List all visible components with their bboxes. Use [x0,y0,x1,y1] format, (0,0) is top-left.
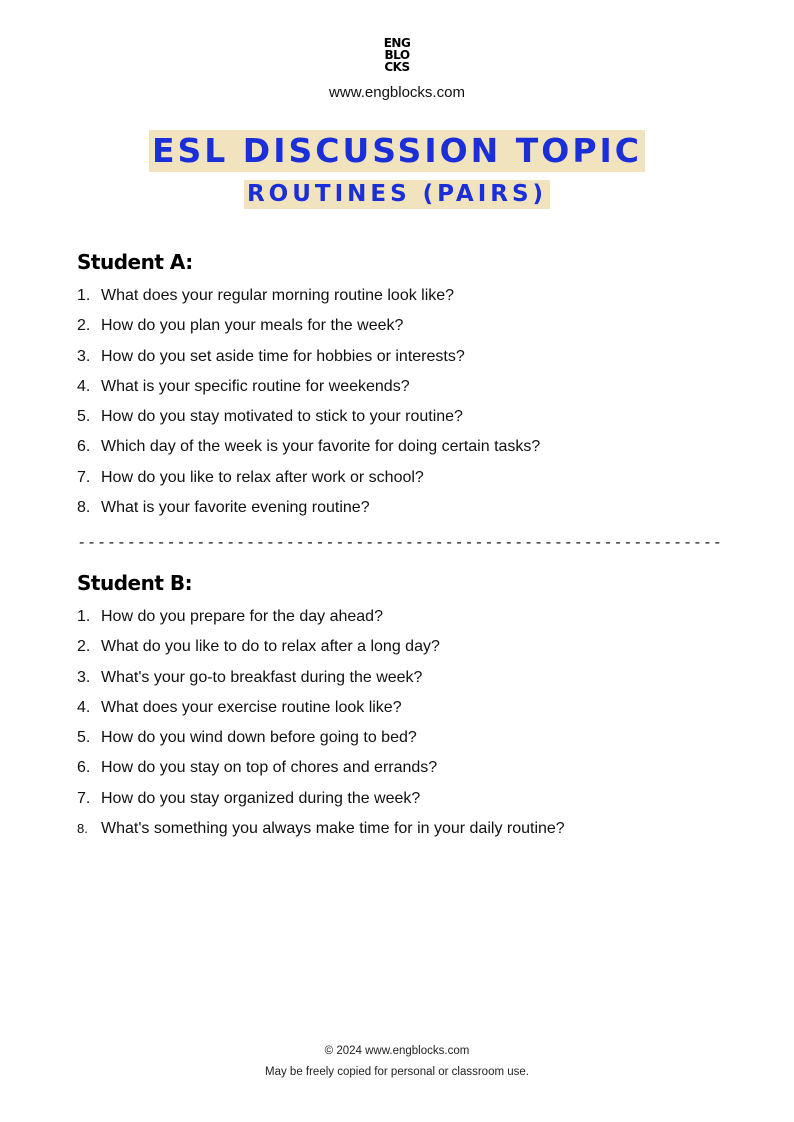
footer-copyright: © 2024 www.engblocks.com [324,1045,470,1057]
question-number: 8. [77,821,88,837]
question-number: 6. [77,438,91,456]
question-number: 8. [77,499,91,517]
question-item [77,818,737,848]
question-text: What does your regular morning routine look like? [101,287,455,304]
question-text: What's your go-to breakfast during the week? [101,668,423,686]
question-text: How do you set aside time for hobbies or interests? [101,347,465,365]
question-number: 7. [77,468,91,486]
question-item [77,285,737,315]
logo-line-1: ENG [383,36,411,50]
question-text: How do you prepare for the day ahead? [101,608,383,625]
question-number: 3. [77,668,91,686]
section-divider: ----------------------------------------------------------------- [77,533,723,551]
question-text: What do you like to do to relax after a long day? [101,638,440,656]
question-number: 2. [77,638,91,656]
question-number: 1. [77,287,91,304]
question-item [77,636,737,666]
question-item [77,436,737,466]
question-number: 4. [77,698,91,716]
question-text: How do you stay motivated to stick to your routine? [101,408,463,426]
question-number: 2. [77,317,91,335]
question-item [77,727,737,757]
question-item [77,788,737,818]
question-item [77,497,737,527]
question-number: 5. [77,408,91,426]
question-number: 1. [77,608,91,625]
engblocks-logo [0,37,794,73]
question-text: What is your specific routine for weekends? [101,377,410,395]
question-text: What's something you always make time for in your daily routine? [101,820,565,838]
question-text: How do you plan your meals for the week? [101,317,404,335]
student-a-question-list [77,285,737,527]
question-number: 6. [77,759,91,777]
question-text: What does your exercise routine look like? [101,698,402,716]
question-number: 3. [77,347,91,365]
page-subtitle: ROUTINES (PAIRS) [244,180,550,209]
question-item [77,467,737,497]
question-text: How do you like to relax after work or school? [101,468,424,486]
question-number: 5. [77,729,91,747]
question-number: 4. [77,377,91,395]
footer-note: May be freely copied for personal or classroom use. [265,1066,529,1078]
title-container [0,130,794,172]
question-number: 7. [77,789,91,807]
question-text: What is your favorite evening routine? [101,499,370,517]
question-item [77,315,737,345]
question-item [77,697,737,727]
question-text: How do you stay organized during the week? [101,789,421,807]
logo-line-2: BLO [384,48,410,62]
student-b-heading: Student B: [77,571,193,595]
logo-line-3: CKS [384,60,410,74]
question-item [77,667,737,697]
question-item [77,406,737,436]
question-text: How do you stay on top of chores and errands? [101,759,438,777]
subtitle-container [0,180,794,209]
page-title: ESL DISCUSSION TOPIC [149,130,645,172]
question-item [77,757,737,787]
question-text: Which day of the week is your favorite for doing certain tasks? [101,438,541,456]
question-item [77,376,737,406]
student-b-question-list [77,606,737,848]
site-url: www.engblocks.com [329,84,465,101]
student-a-heading: Student A: [77,250,193,274]
question-item [77,606,737,636]
question-text: How do you wind down before going to bed? [101,729,417,747]
question-item [77,346,737,376]
